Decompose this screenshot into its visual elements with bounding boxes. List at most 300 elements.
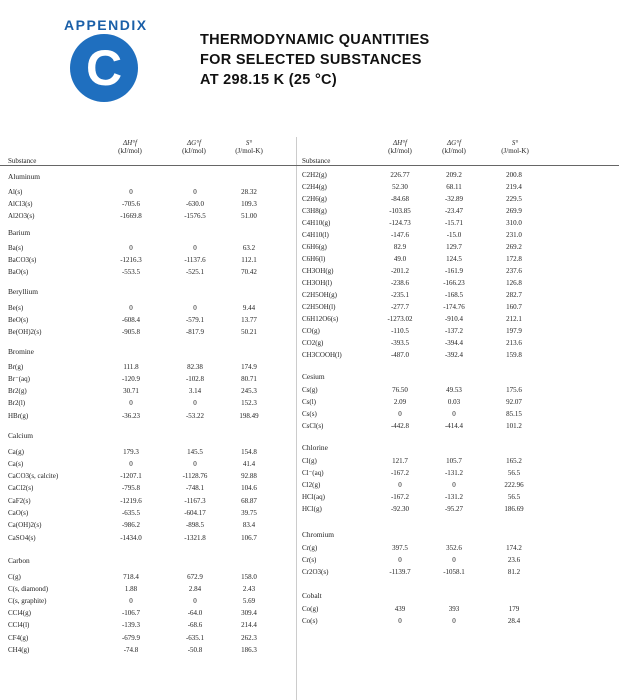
entropy-value: 262.3 [241, 634, 257, 642]
element-group-row [0, 171, 296, 183]
enthalpy-value: -103.85 [389, 207, 411, 215]
gibbs-symbol: ΔG°f [187, 139, 201, 147]
enthalpy-value: -120.9 [121, 375, 141, 383]
entropy-value: 56.5 [507, 493, 521, 501]
substance-row [296, 325, 619, 337]
enthalpy-value: 1.88 [124, 585, 138, 593]
substance-row [0, 495, 296, 507]
enthalpy-value: -277.7 [390, 303, 410, 311]
entropy-value: 63.2 [242, 244, 256, 252]
gibbs-value: -414.4 [444, 422, 464, 430]
enthalpy-value: -442.8 [390, 422, 410, 430]
enthalpy-value: -201.2 [390, 267, 410, 275]
gibbs-value: 672.9 [187, 573, 203, 581]
element-group-row [296, 442, 619, 454]
entropy-value: 68.87 [241, 497, 257, 505]
enthalpy-value: -705.6 [121, 200, 141, 208]
entropy-value: 174.9 [241, 363, 257, 371]
title-line-3: AT 298.15 K (25 °C) [200, 72, 337, 88]
substance-name: CH3COOH(l) [302, 351, 342, 359]
entropy-value: 186.69 [504, 505, 524, 513]
substance-row [296, 615, 619, 627]
substance-row [0, 397, 296, 409]
substance-row [0, 644, 296, 656]
enthalpy-value: 30.71 [123, 387, 139, 395]
substance-row [0, 519, 296, 531]
substance-row [296, 349, 619, 361]
entropy-value: 197.9 [506, 327, 522, 335]
entropy-value: 159.8 [506, 351, 522, 359]
entropy-value: 219.4 [506, 183, 522, 191]
substance-row [0, 254, 296, 266]
entropy-value: 83.4 [242, 521, 256, 529]
gibbs-value: 352.6 [446, 544, 462, 552]
enthalpy-value: -905.8 [121, 328, 141, 336]
gibbs-header [172, 139, 216, 155]
gibbs-value: 49.53 [446, 386, 462, 394]
entropy-value: 9.44 [242, 304, 256, 312]
substance-row [0, 314, 296, 326]
substance-row [296, 289, 619, 301]
substance-row [0, 361, 296, 373]
substance-row [296, 205, 619, 217]
substance-row [0, 632, 296, 644]
substance-name: CaCO3(s, calcite) [8, 472, 59, 480]
gibbs-value: -68.6 [187, 621, 203, 629]
substance-name: C6H12O6(s) [302, 315, 339, 323]
substance-name: C6H6(g) [302, 243, 327, 251]
enthalpy-value: 121.7 [392, 457, 408, 465]
entropy-value: 154.8 [241, 448, 257, 456]
entropy-value: 92.07 [506, 398, 522, 406]
entropy-value: 269.2 [506, 243, 522, 251]
enthalpy-value: -106.7 [121, 609, 141, 617]
gibbs-value: -635.1 [185, 634, 205, 642]
gibbs-value: 68.11 [446, 183, 462, 191]
substance-name: Br⁻(aq) [8, 375, 30, 383]
enthalpy-value: -74.8 [123, 646, 139, 654]
gibbs-value: -168.5 [444, 291, 464, 299]
entropy-value: 186.3 [241, 646, 257, 654]
gibbs-value: 0 [193, 244, 197, 252]
entropy-value: 198.49 [239, 412, 259, 420]
gibbs-value: -174.76 [443, 303, 465, 311]
enthalpy-value: -139.3 [121, 621, 141, 629]
enthalpy-value: 111.8 [123, 363, 139, 371]
element-group-name: Bromine [8, 347, 34, 356]
entropy-value: 172.8 [506, 255, 522, 263]
element-group-row [0, 227, 296, 239]
enthalpy-value: -110.5 [391, 327, 409, 335]
substance-name: Cs(g) [302, 386, 318, 394]
enthalpy-value: -393.5 [390, 339, 410, 347]
entropy-value: 126.8 [506, 279, 522, 287]
enthalpy-value: -167.2 [390, 493, 410, 501]
substance-name: Cs(s) [302, 410, 317, 418]
substance-row [0, 458, 296, 470]
enthalpy-value: -147.6 [390, 231, 410, 239]
entropy-value: 28.32 [241, 188, 257, 196]
element-group-row [0, 555, 296, 567]
substance-row [296, 420, 619, 432]
enthalpy-value: 2.09 [393, 398, 407, 406]
right-table [296, 137, 619, 700]
substance-name: C(g) [8, 573, 21, 581]
element-group-name: Calcium [8, 431, 34, 440]
enthalpy-value: -235.1 [390, 291, 410, 299]
substance-row [296, 408, 619, 420]
substance-row [296, 566, 619, 578]
gibbs-value: -161.9 [444, 267, 464, 275]
substance-row [296, 455, 619, 467]
gibbs-value: -394.4 [444, 339, 464, 347]
enthalpy-value: 0 [398, 617, 402, 625]
substance-name: Ca(OH)2(s) [8, 521, 42, 529]
substance-name: Cr(s) [302, 556, 317, 564]
substance-name: Co(g) [302, 605, 319, 613]
appendix-label: APPENDIX [64, 17, 148, 33]
gibbs-value: -604.17 [184, 509, 206, 517]
substance-row [296, 479, 619, 491]
substance-row [0, 571, 296, 583]
substance-row [296, 603, 619, 615]
gibbs-value: -1167.3 [184, 497, 206, 505]
substance-row [296, 229, 619, 241]
substance-row [0, 210, 296, 222]
element-group-name: Chromium [302, 530, 335, 539]
enthalpy-value: -36.23 [121, 412, 141, 420]
enthalpy-value: 718.4 [123, 573, 139, 581]
entropy-header [492, 139, 538, 155]
substance-name: CCl4(l) [8, 621, 30, 629]
enthalpy-value: 76.50 [392, 386, 408, 394]
substance-name: HCl(g) [302, 505, 322, 513]
substance-name: CF4(g) [8, 634, 29, 642]
gibbs-value: -166.23 [443, 279, 465, 287]
enthalpy-value: -635.5 [121, 509, 141, 517]
substance-name: C2H5OH(l) [302, 303, 336, 311]
enthalpy-value: -1434.0 [120, 534, 142, 542]
left-table-header [0, 139, 296, 166]
entropy-value: 222.96 [504, 481, 524, 489]
enthalpy-header [108, 139, 152, 155]
entropy-value: 309.4 [241, 609, 257, 617]
substance-name: Cr(g) [302, 544, 318, 552]
entropy-value: 39.75 [241, 509, 257, 517]
substance-name: Al2O3(s) [8, 212, 35, 220]
enthalpy-value: -124.73 [389, 219, 411, 227]
substance-row [0, 595, 296, 607]
enthalpy-value: -238.6 [390, 279, 410, 287]
enthalpy-value: -679.9 [121, 634, 141, 642]
substance-name: Co(s) [302, 617, 318, 625]
element-group-row [296, 590, 619, 602]
entropy-value: 81.2 [507, 568, 521, 576]
substance-row [296, 554, 619, 566]
gibbs-value: -1058.1 [443, 568, 465, 576]
gibbs-value: -23.47 [444, 207, 464, 215]
substance-row [0, 410, 296, 422]
element-group-name: Aluminum [8, 172, 41, 181]
substance-row [296, 193, 619, 205]
enthalpy-value: -795.8 [121, 484, 141, 492]
substance-name: HCl(aq) [302, 493, 325, 501]
entropy-value: 200.8 [506, 171, 522, 179]
enthalpy-symbol: ΔH°f [123, 139, 137, 147]
substance-row [0, 482, 296, 494]
enthalpy-value: -92.30 [390, 505, 410, 513]
substance-name: BaCO3(s) [8, 256, 37, 264]
substance-name: C(s, graphite) [8, 597, 47, 605]
substance-name: Ba(s) [8, 244, 24, 252]
substance-row [296, 313, 619, 325]
gibbs-value: -898.5 [185, 521, 205, 529]
substance-row [296, 337, 619, 349]
gibbs-value: -1321.8 [184, 534, 206, 542]
gibbs-value: -748.1 [185, 484, 205, 492]
gibbs-value: 124.5 [446, 255, 462, 263]
substance-name: C(s, diamond) [8, 585, 49, 593]
substance-name: CaSO4(s) [8, 534, 36, 542]
substance-row [296, 253, 619, 265]
substance-row [0, 619, 296, 631]
enthalpy-value: -986.2 [121, 521, 141, 529]
entropy-value: 174.2 [506, 544, 522, 552]
gibbs-value: 0 [452, 481, 456, 489]
substance-name: CO(g) [302, 327, 320, 335]
entropy-value: 28.4 [507, 617, 521, 625]
entropy-value: 152.3 [241, 399, 257, 407]
enthalpy-value: 0 [398, 556, 402, 564]
enthalpy-value: 0 [129, 399, 133, 407]
gibbs-value: -1137.6 [184, 256, 206, 264]
gibbs-value: -525.1 [185, 268, 205, 276]
entropy-symbol: S° [245, 139, 253, 147]
enthalpy-value: 0 [129, 460, 133, 468]
entropy-value: 70.42 [241, 268, 257, 276]
substance-name: CO2(g) [302, 339, 324, 347]
substance-row [0, 198, 296, 210]
substance-name: C2H5OH(g) [302, 291, 337, 299]
enthalpy-value: -84.68 [390, 195, 410, 203]
substance-row [296, 384, 619, 396]
gibbs-value: 209.2 [446, 171, 462, 179]
substance-name: CaF2(s) [8, 497, 31, 505]
substance-name: CH4(g) [8, 646, 30, 654]
enthalpy-value: 0 [129, 597, 133, 605]
gibbs-value: 145.5 [187, 448, 203, 456]
substance-name: C4H10(l) [302, 231, 329, 239]
substance-name: Be(OH)2(s) [8, 328, 42, 336]
substance-row [0, 242, 296, 254]
enthalpy-value: 0 [398, 410, 402, 418]
substance-row [0, 470, 296, 482]
element-group-row [296, 529, 619, 541]
entropy-value: 231.0 [506, 231, 522, 239]
substance-row [296, 396, 619, 408]
entropy-value: 51.00 [241, 212, 257, 220]
entropy-symbol: S° [511, 139, 519, 147]
entropy-value: 310.0 [506, 219, 522, 227]
substance-row [0, 302, 296, 314]
gibbs-header [432, 139, 476, 155]
substance-row [296, 542, 619, 554]
substance-name: Cs(l) [302, 398, 316, 406]
entropy-value: 5.69 [242, 597, 256, 605]
entropy-value: 269.9 [506, 207, 522, 215]
gibbs-value: 3.14 [188, 387, 202, 395]
enthalpy-symbol: ΔH°f [393, 139, 407, 147]
gibbs-value: 0 [452, 617, 456, 625]
gibbs-value: -53.22 [185, 412, 205, 420]
appendix-letter-badge: C [70, 34, 138, 102]
substance-row [296, 217, 619, 229]
entropy-value: 179 [508, 605, 520, 613]
element-group-name: Carbon [8, 556, 30, 565]
enthalpy-value: -1216.3 [120, 256, 142, 264]
enthalpy-value: -167.2 [390, 469, 410, 477]
substance-name: Cl⁻(aq) [302, 469, 324, 477]
gibbs-value: 0 [452, 410, 456, 418]
enthalpy-value: -1273.02 [387, 315, 413, 323]
entropy-value: 101.2 [506, 422, 522, 430]
element-group-row [0, 430, 296, 442]
entropy-value: 106.7 [241, 534, 257, 542]
substance-name: Br2(g) [8, 387, 27, 395]
substance-name: BaO(s) [8, 268, 29, 276]
enthalpy-value: 0 [129, 188, 133, 196]
entropy-value: 165.2 [506, 457, 522, 465]
substance-name: Ca(g) [8, 448, 24, 456]
entropy-value: 23.6 [507, 556, 521, 564]
entropy-value: 175.6 [506, 386, 522, 394]
title-line-2: FOR SELECTED SUBSTANCES [200, 52, 422, 68]
enthalpy-value: -1207.1 [120, 472, 142, 480]
enthalpy-unit: (kJ/mol) [118, 147, 142, 155]
entropy-value: 158.0 [241, 573, 257, 581]
element-group-row [0, 286, 296, 298]
gibbs-value: 0 [193, 188, 197, 196]
entropy-value: 13.77 [241, 316, 257, 324]
gibbs-value: -64.0 [187, 609, 203, 617]
substance-name: C4H10(g) [302, 219, 331, 227]
substance-name: C2H4(g) [302, 183, 327, 191]
enthalpy-value: -608.4 [121, 316, 141, 324]
gibbs-value: 129.7 [446, 243, 462, 251]
entropy-value: 245.3 [241, 387, 257, 395]
substance-name: CH3OH(g) [302, 267, 334, 275]
entropy-value: 282.7 [506, 291, 522, 299]
gibbs-value: 2.84 [188, 585, 202, 593]
element-group-name: Barium [8, 228, 31, 237]
element-group-row [0, 346, 296, 358]
substance-name: Br(g) [8, 363, 24, 371]
gibbs-value: -137.2 [444, 327, 464, 335]
substance-name: BeO(s) [8, 316, 29, 324]
gibbs-unit: (kJ/mol) [442, 147, 466, 155]
gibbs-value: -131.2 [444, 469, 464, 477]
substance-header: Substance [302, 157, 331, 165]
enthalpy-value: -1669.8 [120, 212, 142, 220]
gibbs-value: 0 [193, 304, 197, 312]
gibbs-value: -131.2 [444, 493, 464, 501]
substance-name: HBr(g) [8, 412, 29, 420]
substance-header: Substance [8, 157, 37, 165]
entropy-value: 104.6 [241, 484, 257, 492]
gibbs-value: -102.8 [185, 375, 205, 383]
entropy-value: 237.6 [506, 267, 522, 275]
substance-row [0, 607, 296, 619]
enthalpy-header [378, 139, 422, 155]
entropy-value: 85.15 [506, 410, 522, 418]
enthalpy-value: -553.5 [121, 268, 141, 276]
entropy-value: 112.1 [241, 256, 257, 264]
gibbs-value: 0 [452, 556, 456, 564]
entropy-value: 50.21 [241, 328, 257, 336]
substance-name: C3H8(g) [302, 207, 327, 215]
gibbs-value: 105.7 [446, 457, 462, 465]
substance-row [296, 467, 619, 479]
enthalpy-value: 52.30 [392, 183, 408, 191]
enthalpy-value: 439 [394, 605, 406, 613]
substance-name: Br2(l) [8, 399, 26, 407]
element-group-name: Beryllium [8, 287, 38, 296]
element-group-name: Cobalt [302, 591, 322, 600]
gibbs-value: 0 [193, 399, 197, 407]
substance-name: Be(s) [8, 304, 24, 312]
enthalpy-value: 82.9 [393, 243, 407, 251]
gibbs-value: 393 [448, 605, 460, 613]
entropy-value: 56.5 [507, 469, 521, 477]
enthalpy-value: -1139.7 [389, 568, 411, 576]
left-table [0, 137, 296, 700]
entropy-value: 109.3 [241, 200, 257, 208]
enthalpy-value: 0 [398, 481, 402, 489]
substance-name: CaO(s) [8, 509, 29, 517]
substance-row [296, 265, 619, 277]
entropy-unit: (J/mol-K) [235, 147, 263, 155]
element-group-name: Cesium [302, 372, 325, 381]
substance-row [0, 373, 296, 385]
enthalpy-value: 49.0 [393, 255, 407, 263]
entropy-value: 41.4 [242, 460, 256, 468]
element-group-name: Chlorine [302, 443, 328, 452]
entropy-value: 229.5 [506, 195, 522, 203]
entropy-header [226, 139, 272, 155]
gibbs-value: 0 [193, 460, 197, 468]
entropy-value: 213.6 [506, 339, 522, 347]
entropy-value: 2.43 [242, 585, 256, 593]
gibbs-value: -630.0 [185, 200, 205, 208]
gibbs-symbol: ΔG°f [447, 139, 461, 147]
substance-name: Cl(g) [302, 457, 317, 465]
substance-row [0, 326, 296, 338]
gibbs-value: -15.0 [446, 231, 462, 239]
substance-name: AlCl3(s) [8, 200, 33, 208]
substance-row [0, 532, 296, 544]
substance-name: CsCl(s) [302, 422, 324, 430]
gibbs-value: -817.9 [185, 328, 205, 336]
substance-name: Cl2(g) [302, 481, 321, 489]
substance-row [0, 385, 296, 397]
substance-row [296, 491, 619, 503]
gibbs-value: 82.38 [187, 363, 203, 371]
substance-row [296, 301, 619, 313]
element-group-row [296, 371, 619, 383]
substance-row [0, 507, 296, 519]
entropy-value: 80.71 [241, 375, 257, 383]
enthalpy-value: -1219.6 [120, 497, 142, 505]
